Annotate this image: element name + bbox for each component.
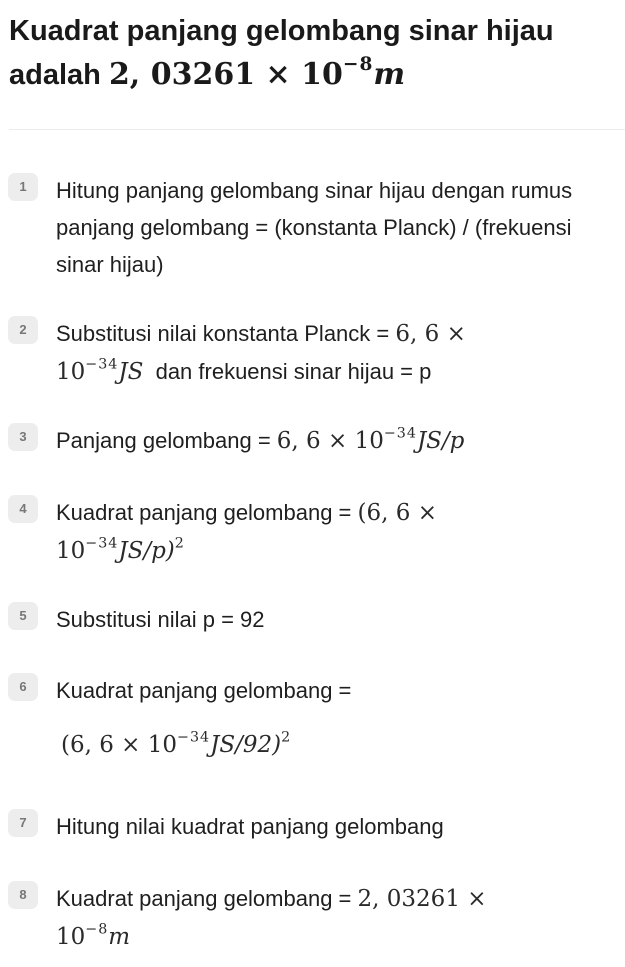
step-5	[8, 601, 620, 638]
step-text: Substitusi nilai p = 92	[56, 607, 265, 632]
step-2	[8, 315, 620, 391]
answer-heading-text: Kuadrat panjang gelombang sinar hijau adalah	[9, 15, 554, 91]
step-number-badge: 3	[8, 423, 38, 451]
header-divider	[9, 129, 625, 130]
step-formula: 6, 6 × $10^{-34}JS$	[56, 321, 466, 385]
step-formula: (6, $6 \times 10^{-34}JS/92)^2$	[61, 729, 292, 758]
step-text: Panjang gelombang = 6, $6 \times 10^{-34}JS/p$	[56, 425, 465, 454]
step-1	[8, 172, 620, 283]
step-number-badge: 2	[8, 316, 38, 344]
step-3	[8, 422, 620, 460]
step-text: Kuadrat panjang gelombang = (6, 6 × $10^{-34}JS/p)^2$	[56, 500, 437, 564]
step-text: Substitusi nilai konstanta Planck = 6, 6 × $10^{-34}JS$ dan frekuensi sinar hijau = p	[56, 321, 466, 385]
step-7	[8, 808, 620, 845]
step-formula: (6, 6 × $10^{-34}JS/p)^2$	[56, 500, 437, 564]
step-4	[8, 494, 620, 570]
step-8	[8, 880, 620, 956]
answer-heading-formula: 2, $03261 \times 10^{-8}m$	[108, 54, 406, 92]
step-number-badge: 8	[8, 881, 38, 909]
step-number-badge: 7	[8, 809, 38, 837]
step-text: Hitung nilai kuadrat panjang gelombang	[56, 814, 444, 839]
answer-heading	[9, 10, 619, 97]
step-number-badge: 6	[8, 673, 38, 701]
step-text: Kuadrat panjang gelombang = (6, $6 \times 10^{-34}JS/92)^2$	[56, 672, 620, 764]
step-number-badge: 4	[8, 495, 38, 523]
step-text: Kuadrat panjang gelombang = 2, 03261 × $10^{-8}m$	[56, 886, 487, 950]
step-formula: 6, $6 \times 10^{-34}JS/p$	[276, 425, 465, 454]
step-6	[8, 672, 620, 764]
step-formula: 2, 03261 × $10^{-8}m$	[56, 886, 487, 950]
step-number-badge: 5	[8, 602, 38, 630]
step-text: Hitung panjang gelombang sinar hijau dengan rumus panjang gelombang = (konstanta Planck) / (frekuensi sinar hijau)	[56, 178, 573, 277]
step-number-badge: 1	[8, 173, 38, 201]
